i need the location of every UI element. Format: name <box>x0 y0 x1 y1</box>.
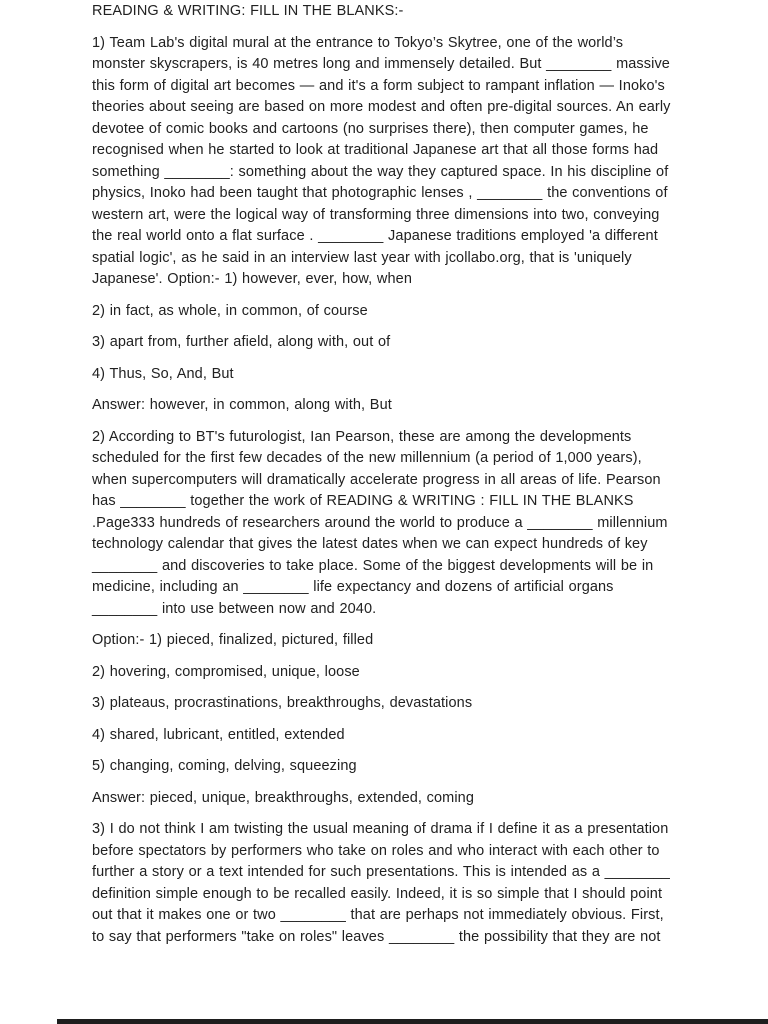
document-title: READING & WRITING: FILL IN THE BLANKS:- <box>92 3 404 19</box>
paragraph: 4) shared, lubricant, entitled, extended <box>92 726 345 743</box>
paragraph: 2) hovering, compromised, unique, loose <box>92 663 360 680</box>
document-body <box>92 33 678 949</box>
paragraph: 3) plateaus, procrastinations, breakthroughs, devastations <box>92 695 473 711</box>
paragraph: 1) Team Lab's digital mural at the entrance to Tokyo’s Skytree, one of the world’s monster skyscrapers, is 40 metres long and immensely detailed. But ________ massive this form of digital art becomes — and it's a form subject to rampant inflation — Inoko's theories about seeing are based on more modest and often pre-digital sources. An early devotee of comic books and cartoons (no surprises there), then computer games, he recognised when he started to look at traditional Japanese art that all those forms had something ________: something about the way they captured space. In his discipline of physics, Inoko had been taught that photographic lenses , ________ the conventions of western art, were the logical way of transforming three dimensions into two, conveying the real world onto a flat surface . ________ Japanese traditions employed 'a different spatial logic', as he said in an interview last year with jcollabo.org, that is 'uniquely Japanese'. Option:- 1) however, ever, how, when <box>92 34 671 287</box>
paragraph: 5) changing, coming, delving, squeezing <box>92 758 357 774</box>
paragraph: 2) According to BT's futurologist, Ian Pearson, these are among the developments scheduled for the first few decades of the new millennium (a period of 1,000 years), when supercomputers will dramatically accelerate progress in all areas of life. Pearson has ________ together the work of READING & WRITING : FILL IN THE BLANKS .Page333 hundreds of researchers around the world to produce a ________ millennium technology calendar that gives the latest dates when we can expect hundreds of key ________ and discoveries to take place. Some of the biggest developments will be in medicine, including an ________ life expectancy and dozens of artificial organs ________ into use between now and 2040. <box>92 428 668 617</box>
paragraph: Answer: however, in common, along with, But <box>92 397 392 413</box>
paragraph: 2) in fact, as whole, in common, of course <box>92 302 368 319</box>
paragraph: 3) apart from, further afield, along with, out of <box>92 334 391 350</box>
paragraph: Option:- 1) pieced, finalized, pictured, filled <box>92 632 374 648</box>
paragraph: 4) Thus, So, And, But <box>92 365 234 382</box>
paragraph: Answer: pieced, unique, breakthroughs, extended, coming <box>92 789 475 806</box>
page-bottom-edge <box>57 1019 768 1024</box>
paragraph: 3) I do not think I am twisting the usual meaning of drama if I define it as a presentation before spectators by performers who take on roles and who interact with each other to further a story or a text intended for such presentations. This is intended as a ________ definition simple enough to be recalled easily. Indeed, it is so simple that I should point out that it makes one or two ________ that are perhaps not immediately obvious. First, to say that performers "take on roles" leaves ________ the possibility that they are not <box>92 821 670 945</box>
